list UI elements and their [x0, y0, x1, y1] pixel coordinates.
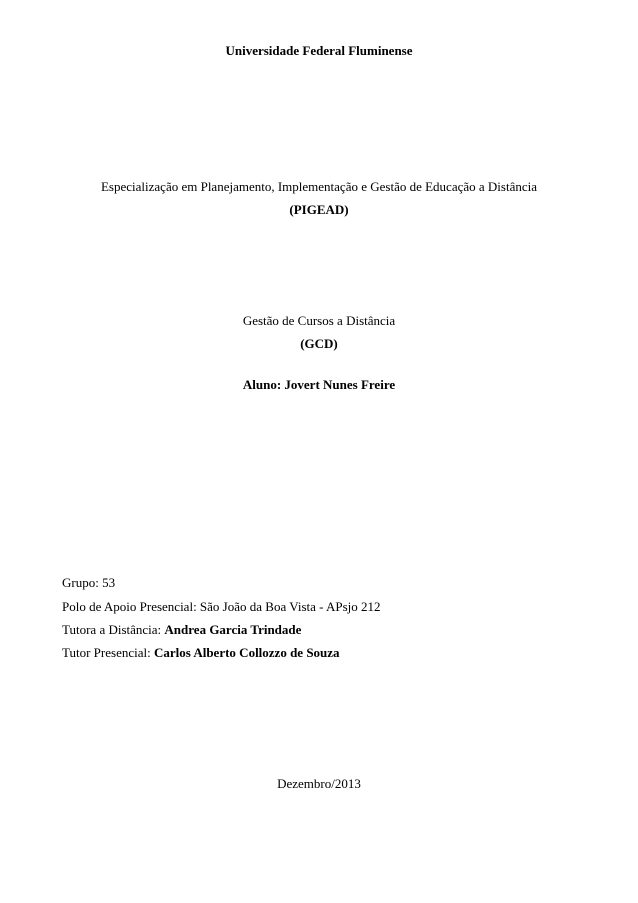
subject-name: Gestão de Cursos a Distância	[242, 313, 396, 328]
presential-tutor-name: Carlos Alberto Collozzo de Souza	[153, 645, 340, 660]
course-name: Especialização em Planejamento, Implementação e Gestão de Educação a Distância	[100, 179, 537, 194]
subject-acronym: (GCD)	[300, 336, 338, 351]
distance-tutor	[62, 622, 301, 638]
distance-tutor-label: Tutora a Distância:	[62, 622, 162, 637]
course-acronym: (PIGEAD)	[289, 202, 349, 217]
group-number: Grupo: 53	[62, 575, 116, 590]
document-date: Dezembro/2013	[277, 776, 361, 791]
distance-tutor-name: Andrea Garcia Trindade	[164, 622, 302, 637]
student-name: Aluno: Jovert Nunes Freire	[242, 377, 396, 392]
university-title: Universidade Federal Fluminense	[225, 43, 413, 58]
presential-tutor-label: Tutor Presencial:	[62, 645, 151, 660]
presential-tutor	[62, 645, 340, 661]
support-pole: Polo de Apoio Presencial: São João da Boa Vista - APsjo 212	[62, 599, 381, 614]
